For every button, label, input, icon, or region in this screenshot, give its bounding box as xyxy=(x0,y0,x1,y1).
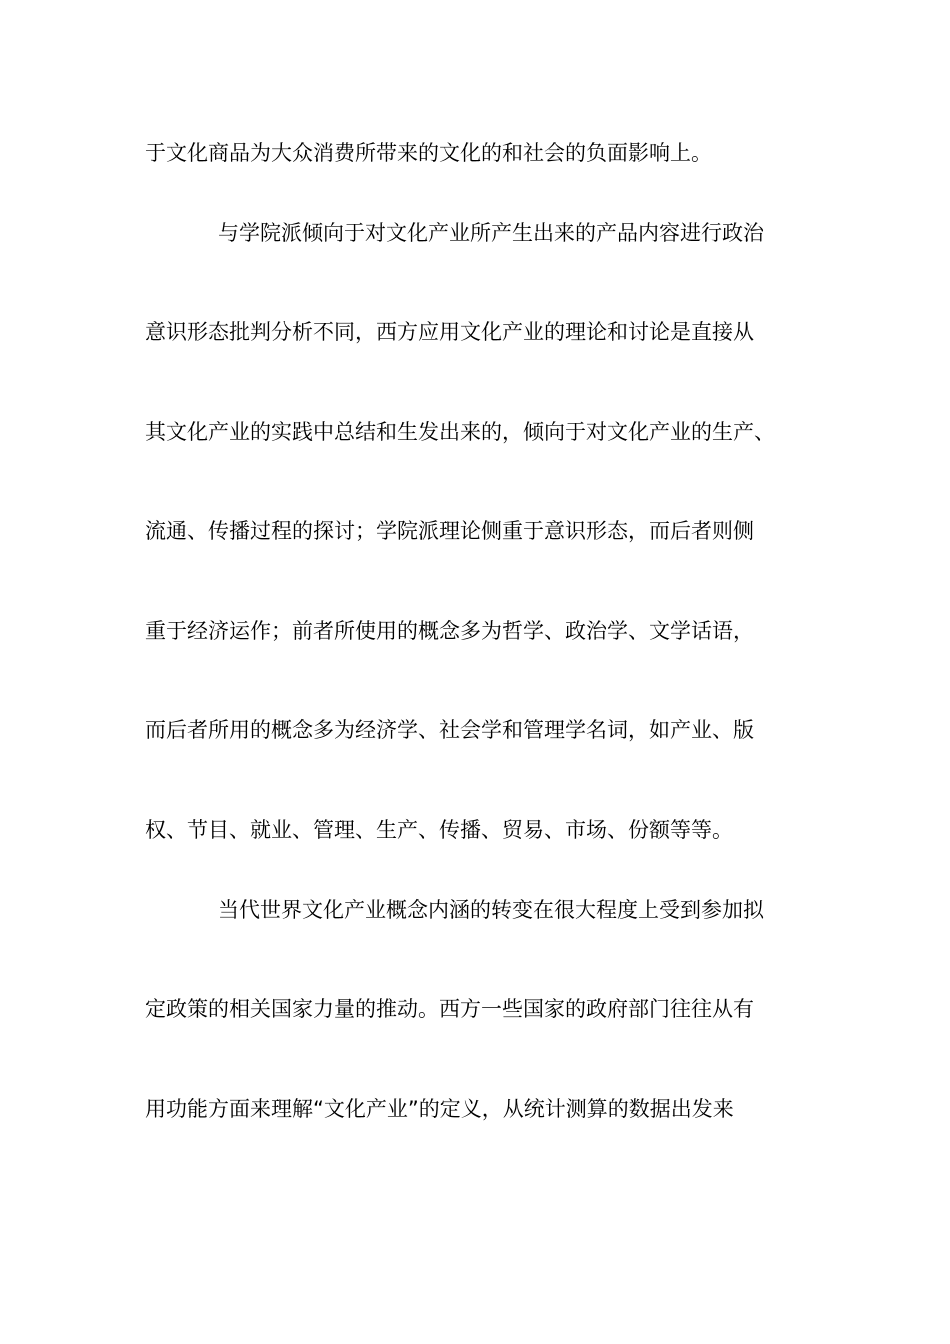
text-line: 用功能方面来理解“文化产业”的定义，从统计测算的数据出发来 xyxy=(145,1097,734,1121)
text-line: 意识形态批判分析不同，西方应用文化产业的理论和讨论是直接从 xyxy=(145,320,754,344)
text-line: 而后者所用的概念多为经济学、社会学和管理学名词，如产业、版 xyxy=(145,718,754,742)
text-line: 于文化商品为大众消费所带来的文化的和社会的负面影响上。 xyxy=(145,141,712,165)
text-line: 流通、传播过程的探讨；学院派理论侧重于意识形态，而后者则侧 xyxy=(145,519,754,543)
paragraph-start-line: 当代世界文化产业概念内涵的转变在很大程度上受到参加拟 xyxy=(218,898,764,922)
text-line: 定政策的相关国家力量的推动。西方一些国家的政府部门往往从有 xyxy=(145,997,754,1021)
text-line: 重于经济运作；前者所使用的概念多为哲学、政治学、文学话语， xyxy=(145,619,754,643)
text-line: 其文化产业的实践中总结和生发出来的，倾向于对文化产业的生产、 xyxy=(145,420,775,444)
text-line: 权、节目、就业、管理、生产、传播、贸易、市场、份额等等。 xyxy=(145,818,733,842)
paragraph-start-line: 与学院派倾向于对文化产业所产生出来的产品内容进行政治 xyxy=(218,221,764,245)
